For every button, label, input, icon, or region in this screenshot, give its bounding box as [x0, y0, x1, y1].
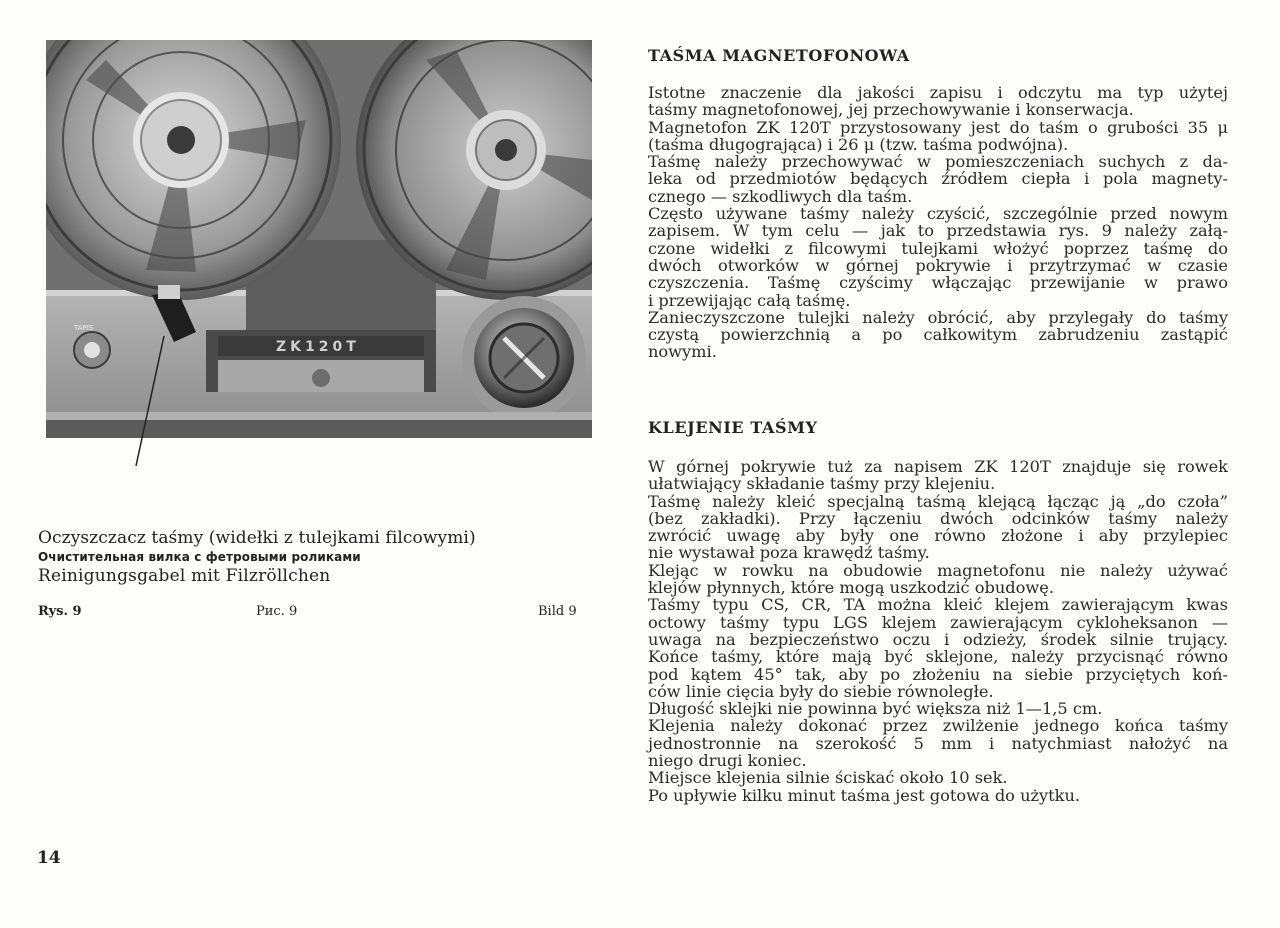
section-body-tape: [648, 84, 1228, 361]
figure-caption-russian: Очистительная вилка с фетровыми роликами: [38, 550, 361, 564]
text-line: ców linie cięcia były do siebie równoległe.: [648, 681, 994, 701]
text-line: Klejąc w rowku na obudowie magnetofonu nie należy używać: [648, 560, 1228, 580]
figure-label-russian: Рис. 9: [256, 604, 298, 619]
text-line: Taśmę należy przechowywać w pomieszczeniach suchych z da-: [648, 152, 1228, 172]
text-line: Taśmy typu CS, CR, TA można kleić klejem zawierającym kwas: [648, 595, 1228, 615]
text-line: W górnej pokrywie tuż za napisem ZK 120T znajduje się rowek: [648, 457, 1228, 476]
text-line: Długość sklejki nie powinna być większa niż 1—1,5 cm.: [648, 699, 1103, 719]
section-heading-tape: TAŚMA MAGNETOFONOWA: [648, 46, 910, 65]
text-line: dwóch otworków w górnej pokrywie i przytrzymać w czasie: [648, 255, 1228, 275]
text-line: octowy taśmy typu LGS klejem zawierającym cykloheksanon —: [648, 612, 1228, 632]
text-line: jednostronnie na szerokość 5 mm i natychmiast nałożyć na: [648, 733, 1228, 753]
figure-caption-polish: Oczyszczacz taśmy (widełki z tulejkami filcowymi): [38, 528, 476, 548]
tape-recorder-photo: [46, 40, 592, 438]
text-line: pod kątem 45° tak, aby po złożeniu na siebie przyciętych koń-: [648, 664, 1228, 684]
text-line: ułatwiający składanie taśmy przy klejeniu.: [648, 474, 996, 494]
text-line: Końce taśmy, które mają być sklejone, należy przycisnąć równo: [648, 647, 1228, 667]
text-line: i przewijając całą taśmę.: [648, 290, 851, 310]
text-line: Istotne znaczenie dla jakości zapisu i odczytu ma typ użytej: [648, 83, 1228, 102]
text-line: czone widełki z filcowymi tulejkami włożyć poprzez taśmę do: [648, 238, 1228, 258]
text-line: cznego — szkodliwych dla taśm.: [648, 186, 913, 206]
page-number: 14: [37, 848, 61, 868]
text-line: leka od przedmiotów będących źródłem ciepła i pola magnety-: [648, 169, 1228, 189]
text-line: Po upływie kilku minut taśma jest gotowa do użytku.: [648, 785, 1081, 805]
text-line: nowymi.: [648, 342, 717, 362]
brand-plate-text: TAPIS: [74, 324, 94, 332]
text-line: Często używane taśmy należy czyścić, szczególnie przed nowym: [648, 204, 1228, 224]
text-line: Miejsce klejenia silnie ściskać około 10 sek.: [648, 768, 1008, 788]
text-line: taśmy magnetofonowej, jej przechowywanie i konserwacja.: [648, 100, 1134, 120]
text-line: nie wystawał poza krawędź taśmy.: [648, 543, 930, 563]
figure-label-polish: Rys. 9: [38, 604, 82, 619]
text-line: niego drugi koniec.: [648, 751, 807, 771]
text-line: Klejenia należy dokonać przez zwilżenie jednego końca taśmy: [648, 716, 1228, 736]
text-line: Magnetofon ZK 120T przystosowany jest do taśm o grubości 35 μ: [648, 117, 1228, 137]
figure-caption-german: Reinigungsgabel mit Filzröllchen: [38, 566, 331, 586]
text-line: zwrócić uwagę aby były one równo złożone i aby przylepiec: [648, 526, 1228, 546]
text-line: uwaga na bezpieczeństwo oczu i odzieży, środek silnie trujący.: [648, 629, 1228, 649]
figure-label-german: Bild 9: [538, 604, 577, 619]
text-line: Taśmę należy kleić specjalną taśmą klejącą łącząc ją „do czoła”: [648, 491, 1228, 511]
text-line: Zanieczyszczone tulejki należy obrócić, aby przylegały do taśmy: [648, 307, 1228, 327]
text-line: (taśma długogrająca) i 26 μ (tzw. taśma podwójna).: [648, 134, 1069, 154]
text-line: klejów płynnych, które mogą uszkodzić obudowę.: [648, 578, 1054, 598]
model-plate-text: ZK120T: [276, 339, 360, 355]
text-line: czystą powierzchnią a po całkowitym zabrudzeniu zastąpić: [648, 325, 1228, 345]
section-body-splicing: [648, 458, 1228, 804]
text-line: zapisem. W tym celu — jak to przedstawia rys. 9 należy załą-: [648, 221, 1228, 241]
section-heading-splicing: KLEJENIE TAŚMY: [648, 418, 818, 437]
text-line: czyszczenia. Taśmę czyścimy włączając przewijanie w prawo: [648, 273, 1228, 293]
text-line: (bez zakładki). Przy łączeniu dwóch odcinków taśmy należy: [648, 508, 1228, 528]
